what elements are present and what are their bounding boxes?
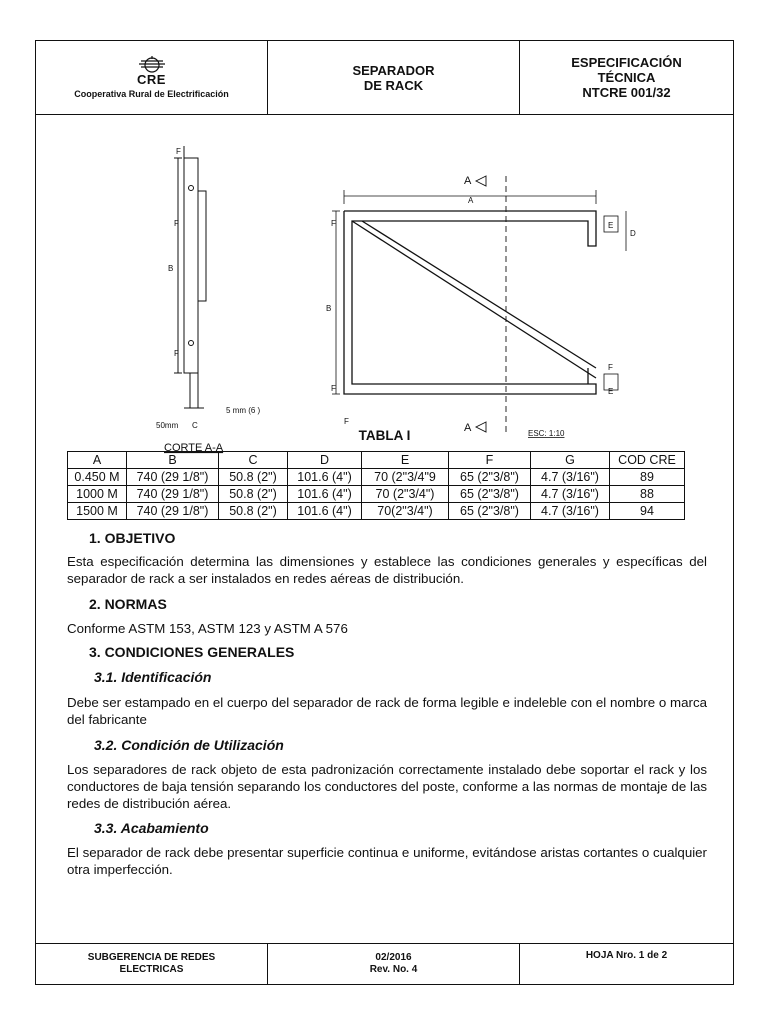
spec-line3: NTCRE 001/32 (582, 85, 671, 100)
label-c: C (192, 421, 198, 430)
table-cell: 94 (610, 503, 685, 520)
table-cell: 740 (29 1/8") (127, 469, 219, 486)
spec-line1: ESPECIFICACIÓN (571, 55, 682, 70)
dim-5mm-label: 5 mm (6 ) (226, 406, 261, 415)
section-2-title: 2. NORMAS (89, 596, 167, 612)
label-a-top: A (464, 175, 472, 187)
table-cell: 4.7 (3/16") (531, 469, 610, 486)
footer-date-cell (268, 944, 520, 984)
table-header: C (219, 452, 288, 469)
table-cell: 65 (2"3/8") (449, 486, 531, 503)
label-d: D (630, 229, 636, 238)
table-cell: 89 (610, 469, 685, 486)
table-cell: 101.6 (4") (288, 469, 362, 486)
label-a-bottom: A (464, 422, 472, 434)
front-view (332, 176, 626, 436)
label-f-side-bottom: F (174, 349, 179, 358)
label-b-front: B (326, 304, 332, 313)
footer-dept-line2: ELECTRICAS (119, 964, 184, 975)
table-cell: 70(2"3/4") (362, 503, 449, 520)
table-header-row (68, 452, 685, 469)
table-cell: 50.8 (2") (219, 469, 288, 486)
label-f-top: F (176, 147, 181, 156)
footer-rev: Rev. No. 4 (369, 964, 418, 975)
table-cell: 70 (2"3/4") (362, 486, 449, 503)
table-cell: 4.7 (3/16") (531, 486, 610, 503)
table-cell: 70 (2"3/4"9 (362, 469, 449, 486)
table-header: G (531, 452, 610, 469)
header-logo-cell (36, 41, 268, 114)
section-3-2-text: Los separadores de rack objeto de esta padronización correctamente instalado debe soportar el rack y los conductores de baja tensión separando los conductores del poste, conforme a las normas de montaje de las redes de distribución aérea. (67, 762, 707, 811)
table-cell: 65 (2"3/8") (449, 503, 531, 520)
header-spec-cell (520, 41, 733, 114)
table-row (68, 503, 685, 520)
label-b-side: B (168, 264, 174, 273)
table-header: E (362, 452, 449, 469)
header-title-cell (268, 41, 520, 114)
section-1-text: Esta especificación determina las dimensiones y establece las condiciones generales y específicas del separador de rack a ser instalados en redes aéreas de distribución. (67, 554, 707, 586)
table-header: A (68, 452, 127, 469)
section-3-3-text: El separador de rack debe presentar superficie continua e uniforme, evitándose aristas cortantes o cualquier otra imperfección. (67, 845, 707, 877)
logo-text: CRE (137, 72, 166, 87)
table-row (68, 486, 685, 503)
footer (36, 943, 733, 984)
dim-50mm-label: 50mm (156, 421, 179, 430)
spec-line2: TÉCNICA (597, 70, 656, 85)
header (36, 41, 733, 115)
table-cell: 740 (29 1/8") (127, 486, 219, 503)
footer-dept-cell (36, 944, 268, 984)
table-row (68, 469, 685, 486)
section-3-3-title: 3.3. Acabamiento (94, 820, 209, 836)
label-f-right: F (608, 363, 613, 372)
section-1-title: 1. OBJETIVO (89, 530, 176, 546)
footer-page-number: HOJA Nro. 1 de 2 (585, 950, 668, 961)
table-cell: 88 (610, 486, 685, 503)
table-cell: 50.8 (2") (219, 486, 288, 503)
scale-label: ESC: 1:10 (528, 429, 565, 438)
table-cell: 1000 M (68, 486, 127, 503)
section-3-1-text: Debe ser estampado en el cuerpo del separador de rack de forma legible e indeleble con el nombre o marca del fabricante (67, 695, 707, 727)
table-header: F (449, 452, 531, 469)
table-header: COD CRE (610, 452, 685, 469)
table-cell: 50.8 (2") (219, 503, 288, 520)
table-header: B (127, 452, 219, 469)
table-cell: 0.450 M (68, 469, 127, 486)
table-cell: 65 (2"3/8") (449, 469, 531, 486)
label-e-bottom: E (608, 387, 614, 396)
label-a-dim: A (468, 196, 474, 205)
document-frame (35, 40, 734, 985)
label-f-front-bottom: F (331, 384, 336, 393)
footer-page-cell (520, 944, 733, 984)
section-3-1-title: 3.1. Identificación (94, 669, 212, 685)
label-f-front: F (331, 219, 336, 228)
side-view (174, 146, 206, 408)
doc-title-line2: DE RACK (363, 77, 424, 93)
section-2-text: Conforme ASTM 153, ASTM 123 y ASTM A 576 (67, 621, 348, 636)
table-header: D (288, 452, 362, 469)
section-3-title: 3. CONDICIONES GENERALES (89, 644, 295, 660)
label-e-top: E (608, 221, 614, 230)
label-f-side: F (174, 219, 179, 228)
table-cell: 740 (29 1/8") (127, 503, 219, 520)
table-title: TABLA I (358, 428, 411, 443)
table-cell: 101.6 (4") (288, 486, 362, 503)
table-cell: 1500 M (68, 503, 127, 520)
footer-date: 02/2016 (375, 952, 412, 963)
footer-dept-line1: SUBGERENCIA DE REDES (87, 952, 216, 963)
label-f-front-arrow: F (344, 417, 349, 426)
technical-drawing (156, 146, 636, 466)
org-name: Cooperativa Rural de Electrificación (74, 89, 229, 99)
table-cell: 101.6 (4") (288, 503, 362, 520)
section-label: CORTE A-A (164, 442, 224, 454)
table-cell: 4.7 (3/16") (531, 503, 610, 520)
section-3-2-title: 3.2. Condición de Utilización (94, 737, 284, 753)
doc-title-line1: SEPARADOR (352, 62, 435, 78)
dimensions-table (67, 451, 685, 520)
